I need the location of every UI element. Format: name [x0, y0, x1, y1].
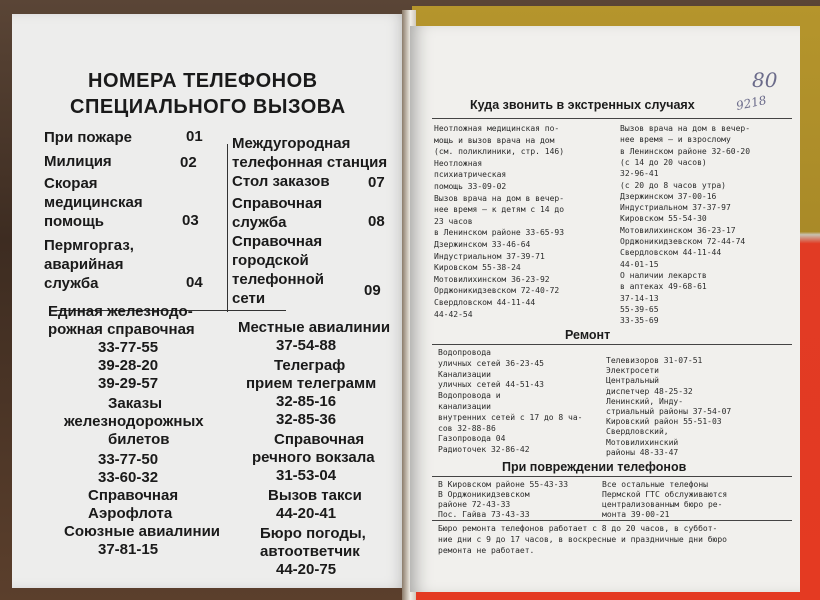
text-line: 23 часов	[434, 216, 473, 226]
text-line: Дзержинском 37-00-16	[620, 191, 717, 201]
railtickets-label3: билетов	[108, 431, 170, 448]
text-line: В Орджоникидзевском	[438, 490, 530, 499]
ambulance-number: 03	[182, 212, 199, 229]
text-line: 37-14-13	[620, 293, 659, 303]
railtickets-number2: 33-60-32	[98, 469, 159, 486]
rail-number3: 39-29-57	[98, 375, 159, 392]
river-label2: речного вокзала	[252, 449, 375, 466]
weather-number: 44-20-75	[276, 561, 337, 578]
text-line: Индустриальном 37-37-97	[620, 203, 731, 213]
left-page	[12, 14, 410, 588]
text-line: Индустриальном 37-39-71	[434, 251, 545, 261]
rail-label2: рожная справочная	[48, 321, 195, 338]
text-line: (с 14 до 20 часов)	[620, 157, 707, 167]
text-line: 33-35-69	[620, 316, 659, 326]
text-line: 32-96-41	[620, 169, 659, 179]
airlines-number: 37-81-15	[98, 541, 159, 558]
ambulance-label2: медицинская	[44, 194, 143, 211]
text-line: нее время — к детям с 14 до	[434, 205, 565, 215]
telegraph-number1: 32-85-16	[276, 393, 337, 410]
column-divider	[227, 144, 228, 312]
railtickets-label2: железнодорожных	[64, 413, 204, 430]
cityhelp-label4: сети	[232, 290, 266, 307]
text-line: монта 39-00-21	[602, 510, 670, 519]
localair-number: 37-54-88	[276, 337, 337, 354]
text-line: Радиоточек 32-86-42	[438, 445, 530, 455]
cityhelp-label3: телефонной	[232, 271, 324, 288]
text-line: Телевизоров 31-07-51	[606, 356, 703, 365]
text-line: Свердловский,	[606, 427, 669, 437]
text-line: Орджоникидзевском 72-44-74	[620, 237, 746, 246]
text-line: канализации	[438, 402, 491, 411]
rail-number1: 33-77-55	[98, 339, 159, 356]
gas-label2: аварийная	[44, 256, 124, 273]
text-line: Пос. Гайва 73-43-33	[438, 510, 530, 519]
text-line: в Ленинском районе 32-60-20	[620, 146, 751, 156]
text-line: Неотложная	[434, 158, 483, 168]
text-line: психиатрическая	[434, 170, 507, 180]
right-page	[410, 26, 800, 592]
text-line: централизованным бюро ре-	[602, 500, 723, 509]
help-label1: Справочная	[232, 195, 323, 212]
text-line: Вызов врача на дом в вечер-	[434, 193, 565, 203]
text-line: Бюро ремонта телефонов работает с 8 до 20 часов, в суббот-	[438, 524, 718, 533]
aeroflot-label1: Справочная	[88, 487, 179, 504]
text-line: Кировский район 55-51-03	[606, 417, 722, 427]
text-line: Канализации	[438, 369, 491, 379]
taxi-label: Вызов такси	[268, 487, 362, 504]
gas-label3: служба	[44, 275, 99, 292]
text-line: мощь и вызов врача на дом	[434, 135, 555, 145]
text-line: (см. поликлиники, стр. 146)	[434, 147, 565, 157]
orders-label: Стол заказов	[232, 173, 330, 190]
pencil-note-small: 9218	[734, 92, 768, 114]
text-line: (с 20 до 8 часов утра)	[620, 180, 726, 190]
police-label: Милиция	[44, 153, 112, 170]
longdistance-label2: телефонная станция	[232, 154, 388, 171]
text-line: Газопровода 04	[438, 434, 506, 444]
cityhelp-number: 09	[364, 282, 381, 299]
text-line: Мотовилихинском 36-23-92	[434, 274, 550, 284]
text-line: В Кировском районе 55-43-33	[438, 480, 569, 489]
text-line: Кировском 55-38-24	[434, 263, 521, 273]
text-line: Центральный	[606, 376, 659, 386]
weather-label2: автоответчик	[260, 543, 360, 560]
text-line: Дзержинском 33-46-64	[434, 240, 531, 249]
text-line: ремонта не работает.	[438, 546, 535, 555]
phone-damage-rule	[432, 476, 792, 477]
cityhelp-label1: Справочная	[232, 233, 323, 250]
fire-label: При пожаре	[44, 129, 133, 146]
fire-number: 01	[186, 128, 203, 145]
text-line: О наличии лекарств	[620, 270, 707, 280]
text-line: Все остальные телефоны	[602, 480, 708, 489]
rail-label1: Единая железнодо-	[48, 303, 193, 320]
telegraph-label2: прием телеграмм	[246, 375, 377, 392]
telegraph-label1: Телеграф	[274, 357, 346, 374]
text-line: Орджоникидзевском 72-40-72	[434, 286, 560, 296]
longdistance-label1: Междугородная	[232, 135, 351, 152]
text-line: уличных сетей 36-23-45	[438, 358, 544, 368]
text-line: Свердловском 44-11-44	[434, 298, 536, 307]
text-line: сов 32-88-86	[438, 423, 496, 433]
airlines-label: Союзные авиалинии	[64, 523, 221, 540]
phone-damage-heading: При повреждении телефонов	[502, 460, 687, 474]
railtickets-label1: Заказы	[108, 395, 163, 412]
ambulance-label1: Скорая	[44, 175, 98, 192]
pencil-note: 80	[752, 68, 778, 92]
river-label1: Справочная	[274, 431, 365, 448]
text-line: Кировском 55-54-30	[620, 214, 707, 224]
text-line: Мотовилихинский	[606, 437, 679, 447]
text-line: районе 72-43-33	[438, 500, 511, 509]
text-line: Мотовилихинском 36-23-17	[620, 225, 736, 235]
weather-label1: Бюро погоды,	[260, 525, 366, 542]
bureau-rule	[432, 520, 792, 521]
text-line: внутренних сетей с 17 до 8 ча-	[438, 412, 583, 422]
text-line: Водопровода и	[438, 391, 501, 401]
emergency-heading: Куда звонить в экстренных случаях	[470, 98, 695, 112]
aeroflot-label2: Аэрофлота	[88, 505, 173, 522]
text-line: в аптеках 49-68-61	[620, 282, 707, 292]
help-number: 08	[368, 213, 385, 230]
text-line: диспетчер 48-25-32	[606, 386, 693, 396]
text-line: Пермской ГТС обслуживаются	[602, 490, 728, 499]
repair-rule	[432, 344, 792, 345]
railtickets-number1: 33-77-50	[98, 451, 159, 468]
localair-label: Местные авиалинии	[238, 319, 391, 336]
text-line: Ленинский, Инду-	[606, 396, 684, 406]
river-number: 31-53-04	[276, 467, 337, 484]
rail-number2: 39-28-20	[98, 357, 159, 374]
text-line: Неотложная медицинская по-	[434, 124, 560, 133]
help-label2: служба	[232, 214, 287, 231]
text-line: в Ленинском районе 33-65-93	[434, 228, 565, 238]
taxi-number: 44-20-41	[276, 505, 337, 522]
text-line: уличных сетей 44-51-43	[438, 380, 544, 390]
text-line: 55-39-65	[620, 304, 659, 314]
page-title-line2: СПЕЦИАЛЬНОГО ВЫЗОВА	[70, 96, 346, 118]
text-line: стриальный районы 37-54-07	[606, 407, 732, 416]
ambulance-label3: помощь	[44, 213, 104, 230]
text-line: ние дни с 9 до 17 часов, в воскресные и праздничные дни бюро	[438, 535, 727, 544]
text-line: Свердловском 44-11-44	[620, 248, 722, 258]
text-line: районы 48-33-47	[606, 447, 679, 457]
page-title-line1: НОМЕРА ТЕЛЕФОНОВ	[88, 70, 318, 92]
repair-heading: Ремонт	[565, 328, 611, 342]
police-number: 02	[180, 154, 197, 171]
gas-label1: Пермгоргаз,	[44, 237, 134, 254]
text-line: 44-42-54	[434, 309, 473, 319]
text-line: 44-01-15	[620, 259, 659, 269]
text-line: помощь 33-09-02	[434, 182, 507, 191]
cityhelp-label2: городской	[232, 252, 309, 269]
telegraph-number2: 32-85-36	[276, 411, 337, 428]
text-line: нее время — и взрослому	[620, 135, 731, 145]
text-line: Электросети	[606, 366, 659, 376]
emergency-rule	[432, 118, 792, 119]
text-line: Вызов врача на дом в вечер-	[620, 124, 751, 133]
orders-number: 07	[368, 174, 385, 191]
gas-number: 04	[186, 274, 203, 291]
text-line: Водопровода	[438, 348, 491, 357]
